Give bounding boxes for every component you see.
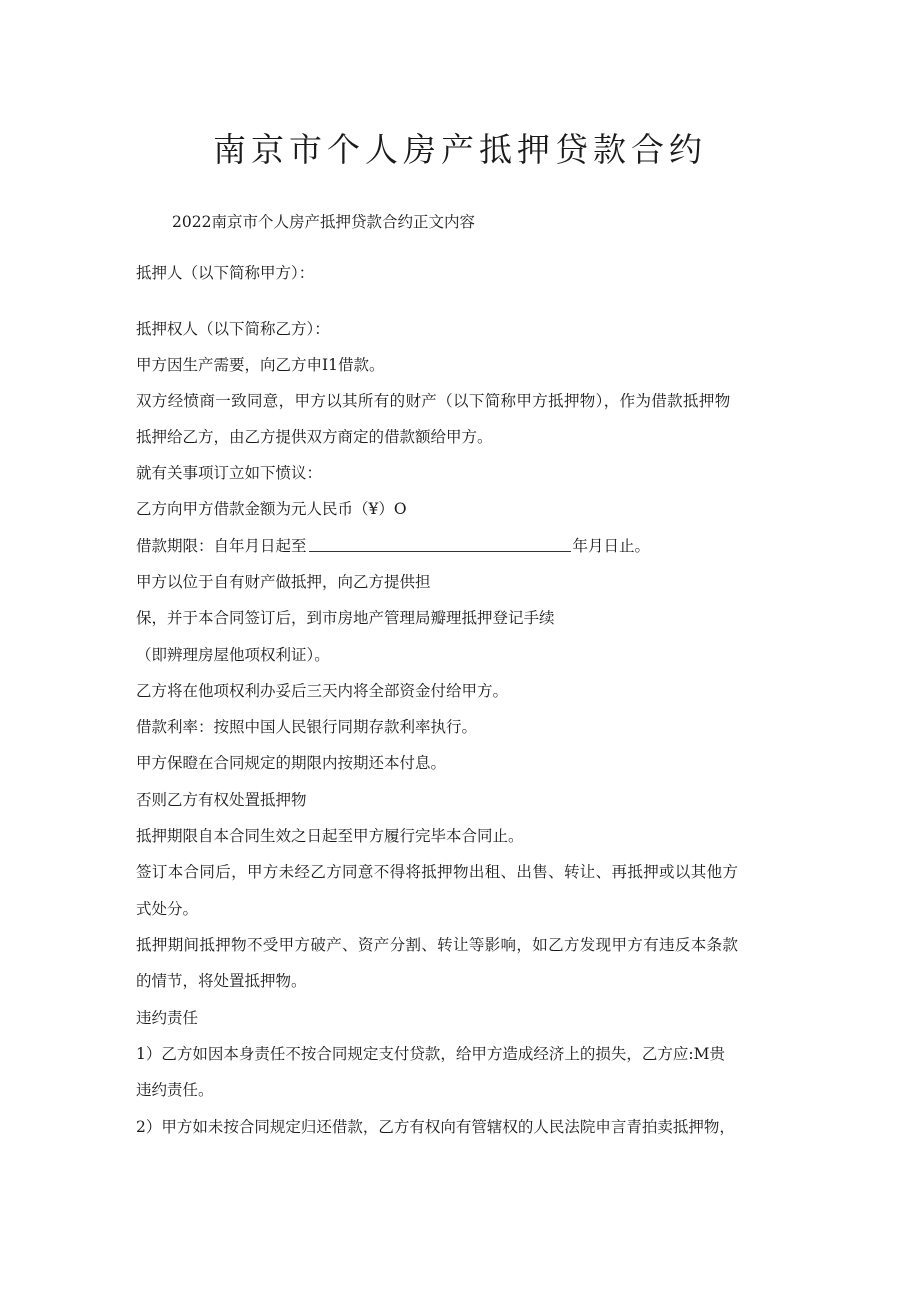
document-title: 南京市个人房产抵押贷款合约	[213, 130, 707, 169]
paragraph-line: 否则乙方有权处置抵押物	[136, 791, 307, 809]
paragraph-line: 抵押期间抵押物不受甲方破产、资产分割、转让等影响，如乙方发现甲方有违反本条款	[136, 936, 739, 954]
mortgagor-line: 抵押人（以下简称甲方）：	[136, 264, 315, 282]
paragraph-line: 的情节，将处置抵押物。	[136, 972, 307, 990]
paragraph-line: 保，并于本合同签订后，到市房地产管理局瓣理抵押登记手续	[136, 609, 555, 627]
paragraph-line: 双方经愤商一致同意，甲方以其所有的财产（以下简称甲方抵押物），作为借款抵押物	[136, 392, 731, 410]
paragraph-line: 甲方保瞪在合同规定的期限内按期还本付息。	[136, 754, 447, 772]
section-heading: 违约责任	[136, 1009, 199, 1027]
interest-rate-line: 借款利率：按照中国人民银行同期存款利率执行。	[136, 718, 478, 736]
paragraph-line: 就有关事项订立如下愤议：	[136, 464, 323, 482]
clause-line: 违约责任。	[136, 1081, 214, 1099]
loan-amount-line: 乙方向甲方借款金额为元人民币（¥）O	[136, 500, 407, 518]
mortgagee-line: 抵押权人（以下简称乙方）：	[136, 320, 330, 338]
paragraph-line: 式处分。	[136, 900, 199, 918]
paragraph-line: 乙方将在他项权利办妥后三天内将全部资金付给甲方。	[136, 682, 509, 700]
loan-term-line	[136, 532, 650, 560]
paragraph-line: 签订本合同后，甲方未经乙方同意不得将抵押物出租、出售、转让、再抵押或以其他方	[136, 863, 739, 881]
loan-term-blank	[309, 535, 571, 552]
paragraph-line: 甲方以位于自有财产做抵押，向乙方提供担	[136, 573, 431, 591]
loan-term-suffix: 年月日止。	[572, 537, 651, 555]
paragraph-line: 抵押给乙方，由乙方提供双方商定的借款额给甲方。	[136, 428, 493, 446]
clause-line: 2）甲方如未按合同规定归还借款，乙方有权向有管辖权的人民法院申言青拍卖抵押物，	[136, 1118, 735, 1136]
paragraph-line: 甲方因生产需要，向乙方申I1借款。	[136, 356, 385, 374]
mortgage-term-line: 抵押期限自本合同生效之日起至甲方履行完毕本合同止。	[136, 827, 524, 845]
loan-term-prefix: 借款期限：自年月日起至	[136, 537, 307, 555]
paragraph-line: （即辨理房屋他项权利证）。	[136, 646, 330, 664]
clause-line: 1）乙方如因本身责任不按合同规定支付贷款，给甲方造成经济上的损失，乙方应:M贵	[136, 1045, 725, 1063]
document-subtitle: 2022南京市个人房产抵押贷款合约正文内容	[172, 213, 475, 231]
